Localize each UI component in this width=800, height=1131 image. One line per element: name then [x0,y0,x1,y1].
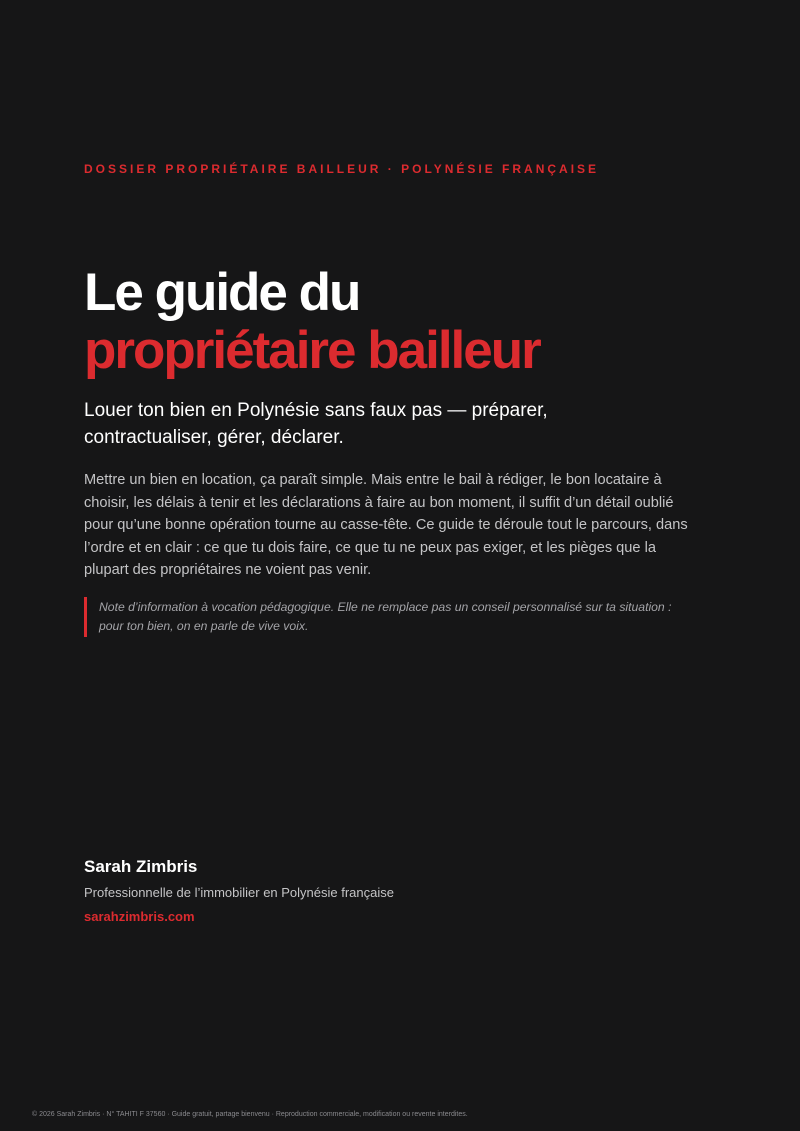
author-name: Sarah Zimbris [84,857,198,876]
subtitle: Louer ton bien en Polynésie sans faux pas — préparer, contractualiser, gérer, déclarer. [84,400,548,448]
disclaimer-note: Note d’information à vocation pédagogique. Elle ne remplace pas un conseil personnalisé sur ta situation : pour ton bien, on en parle de vive voix. [84,597,689,637]
kicker-label: DOSSIER PROPRIÉTAIRE BAILLEUR · POLYNÉSIE FRANÇAISE [84,162,600,176]
page-title [84,264,540,380]
author-website-link[interactable]: sarahzimbris.com [84,909,195,924]
footer-copyright: © 2026 Sarah Zimbris · N° TAHITI F 37560 · Guide gratuit, partage bienvenu · Reproduction commerciale, modification ou revente interdites. [32,1111,468,1118]
intro-paragraph: Mettre un bien en location, ça paraît simple. Mais entre le bail à rédiger, le bon locataire à choisir, les délais à tenir et les déclarations à faire au bon moment, il suffit d’un détail oublié pour qu’une bonne opération tourne au casse-tête. Ce guide te déroule tout le parcours, dans l’ordre et en clair : ce que tu dois faire, ce que tu ne peux pas exiger, et les pièges que la plupart des propriétaires ne voient pas venir. [84,472,688,579]
author-role: Professionnelle de l’immobilier en Polynésie française [84,885,394,900]
title-line-1: Le guide du [84,263,360,322]
title-line-2: propriétaire bailleur [84,321,540,380]
